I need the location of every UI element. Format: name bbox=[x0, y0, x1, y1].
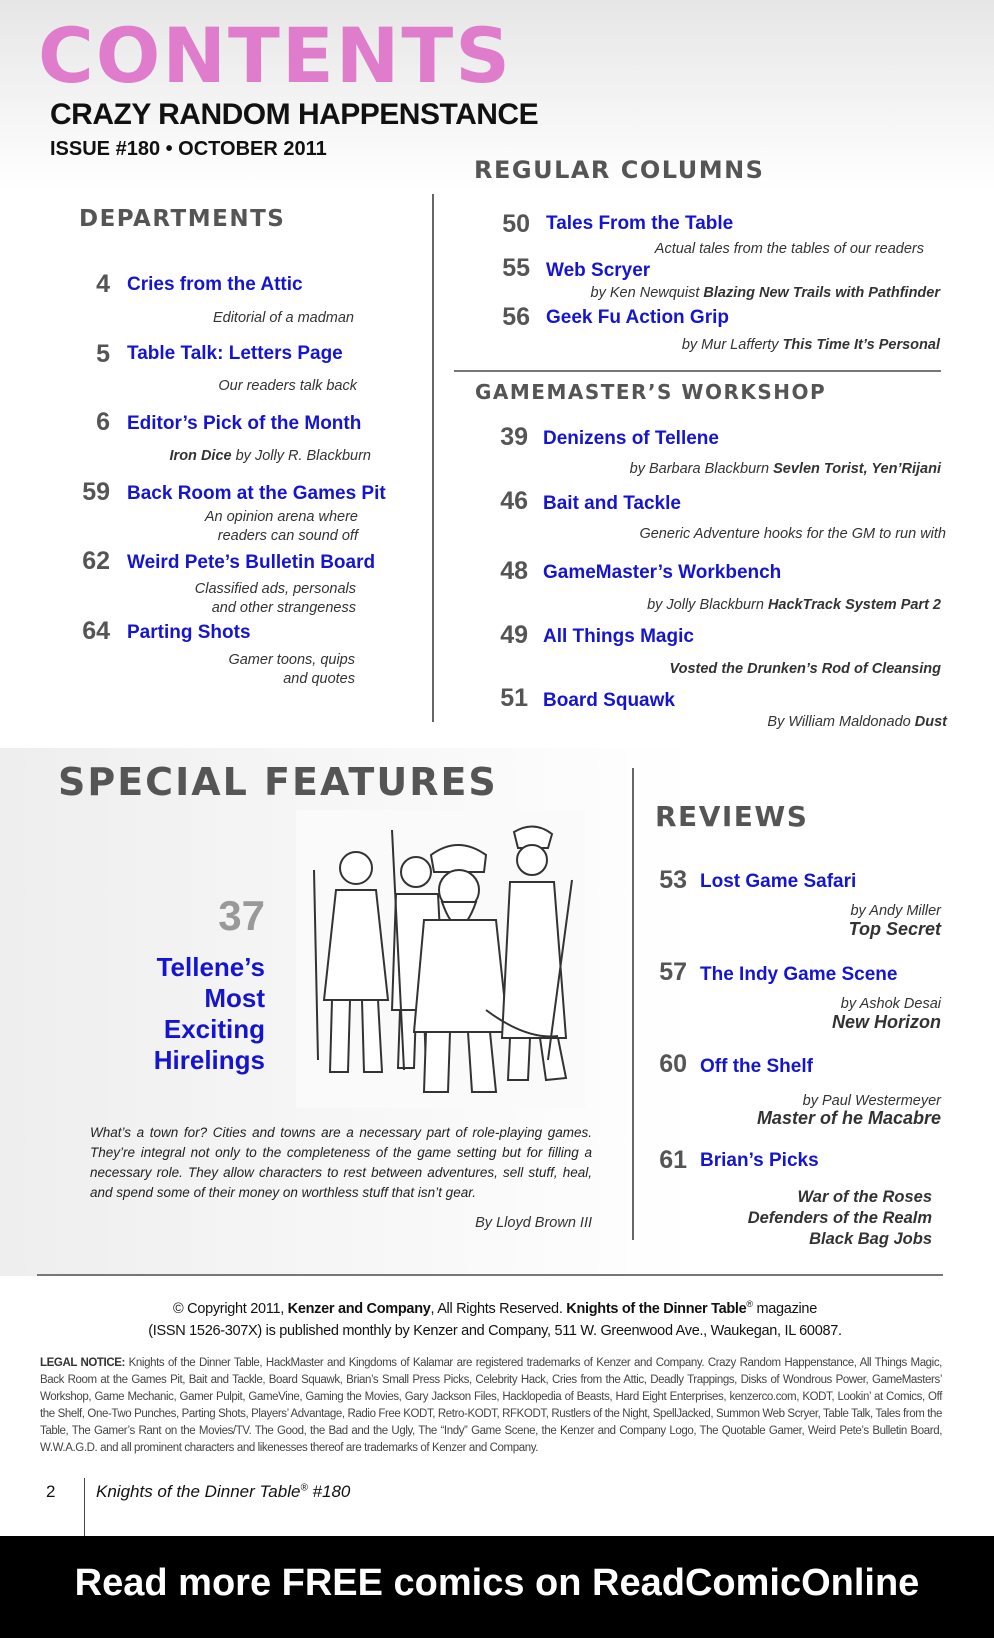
game-line: War of the Roses bbox=[797, 1188, 932, 1206]
departments-heading: DEPARTMENTS bbox=[79, 206, 286, 232]
entry-title[interactable]: Web Scryer bbox=[546, 260, 651, 281]
copyright-text: , All Rights Reserved. bbox=[430, 1300, 567, 1317]
hirelings-illustration-svg bbox=[296, 810, 586, 1108]
entry-desc-rest: by Ken Newquist bbox=[590, 285, 704, 301]
page-title: CONTENTS bbox=[38, 11, 512, 100]
page-number: 50 bbox=[502, 210, 530, 238]
issue-subtitle: CRAZY RANDOM HAPPENSTANCE bbox=[50, 98, 539, 131]
entry-title[interactable]: Weird Pete’s Bulletin Board bbox=[127, 552, 376, 573]
feature-title-line: Most bbox=[204, 983, 265, 1013]
entry-title[interactable]: Denizens of Tellene bbox=[543, 428, 719, 449]
entry-title[interactable]: Parting Shots bbox=[127, 622, 251, 643]
page-number: 6 bbox=[96, 408, 110, 436]
entry-desc: Actual tales from the tables of our readers bbox=[654, 241, 924, 257]
copyright-text: © Copyright 2011, bbox=[173, 1300, 288, 1317]
workshop-heading: GAMEMASTER’S WORKSHOP bbox=[475, 380, 827, 404]
entry-game: Top Secret bbox=[848, 919, 941, 939]
entry-desc-bold: Sevlen Torist, Yen’Rijani bbox=[773, 461, 941, 477]
feature-title-line: Hirelings bbox=[153, 1045, 265, 1075]
entry-title[interactable]: Geek Fu Action Grip bbox=[546, 307, 729, 328]
footer-title-text: Knights of the Dinner Table bbox=[96, 1482, 301, 1501]
feature-body: What’s a town for? Cities and towns are a necessary part of role-playing games. They’re integral not only to the completeness of the game setting but for filling a necessary role. They allow characters to rest between adventures, sell stuff, heal, and spend some of their money on worthless stuff that isn’t gear. bbox=[90, 1125, 592, 1200]
magazine-name: Knights of the Dinner Table bbox=[566, 1300, 747, 1317]
entry-title[interactable]: Brian’s Picks bbox=[700, 1150, 819, 1171]
entry-desc-bold: Vosted the Drunken’s Rod of Cleansing bbox=[669, 661, 941, 677]
page-number: 62 bbox=[82, 547, 110, 575]
entry-desc-line2: readers can sound off bbox=[217, 528, 358, 544]
feature-title[interactable] bbox=[100, 952, 265, 1076]
entry-title[interactable]: GameMaster’s Workbench bbox=[543, 562, 782, 583]
footer-magazine-title bbox=[96, 1482, 350, 1502]
entry-desc bbox=[540, 461, 941, 477]
entry-desc bbox=[540, 285, 940, 301]
feature-byline: By Lloyd Brown III bbox=[475, 1215, 592, 1231]
reviews-heading: REVIEWS bbox=[655, 800, 809, 833]
entry-desc-rest: By William Maldonado bbox=[767, 714, 915, 730]
entry-game: New Horizon bbox=[831, 1012, 941, 1032]
page-number: 51 bbox=[500, 684, 528, 712]
entry-desc bbox=[540, 337, 940, 353]
feature-title-line: Tellene’s bbox=[156, 952, 265, 982]
page-number: 39 bbox=[500, 423, 528, 451]
page-number: 4 bbox=[96, 270, 110, 298]
page-number-footer: 2 bbox=[46, 1482, 56, 1501]
page-number: 49 bbox=[500, 621, 528, 649]
copyright-notice bbox=[60, 1293, 930, 1342]
entry-desc-bold: HackTrack System Part 2 bbox=[767, 597, 941, 613]
entry-desc: Classified ads, personals bbox=[194, 581, 356, 597]
entry-title[interactable]: Lost Game Safari bbox=[700, 871, 857, 892]
entry-desc-bold: This Time It’s Personal bbox=[782, 337, 940, 353]
entry-title[interactable]: Back Room at the Games Pit bbox=[127, 483, 386, 504]
registered-mark: ® bbox=[300, 1482, 308, 1494]
section-divider bbox=[454, 370, 941, 372]
entry-desc bbox=[540, 661, 941, 677]
entry-desc: Generic Adventure hooks for the GM to run with bbox=[639, 526, 946, 542]
entry-desc-bold: Dust bbox=[914, 714, 947, 730]
copyright-line-2: (ISSN 1526-307X) is published monthly by Kenzer and Company, 511 W. Greenwood Ave., Waukegan, IL 60087. bbox=[148, 1322, 842, 1339]
entry-desc-rest: by Barbara Blackburn bbox=[629, 461, 774, 477]
entry-games bbox=[700, 1187, 932, 1250]
entry-desc-bold: Iron Dice bbox=[169, 448, 232, 464]
footer-issue: #180 bbox=[307, 1482, 351, 1501]
page-number: 59 bbox=[82, 478, 110, 506]
column-divider bbox=[632, 768, 634, 1240]
page-number: 60 bbox=[659, 1050, 687, 1078]
issue-date: ISSUE #180 • OCTOBER 2011 bbox=[50, 138, 327, 160]
page-number: 5 bbox=[96, 340, 110, 368]
page-number: 57 bbox=[659, 958, 687, 986]
entry-desc: Editorial of a madman bbox=[212, 310, 354, 326]
copyright-text: magazine bbox=[752, 1300, 817, 1317]
entry-title[interactable]: Cries from the Attic bbox=[127, 274, 303, 295]
entry-byline: by Andy Miller bbox=[850, 903, 941, 919]
page-number: 64 bbox=[82, 617, 110, 645]
entry-title[interactable]: Bait and Tackle bbox=[543, 493, 681, 514]
page-number: 48 bbox=[500, 557, 528, 585]
legal-notice bbox=[40, 1355, 942, 1457]
copyright-line-1 bbox=[60, 1293, 930, 1320]
legal-text: Knights of the Dinner Table, HackMaster and Kingdoms of Kalamar are registered trademarks of Kenzer and Company. Crazy Random Happenstance, All Things Magic, Back Room at the Games Pit, Bait and Tackle, Board Squawk, Brian’s Small Press Picks, Celebrity Hack, Cries from the Attic, Deadly Trappings, Disks of Wondrous Power, GameMasters’ Workshop, Game Mechanic, Gamer Pulpit, GameVine, Gaming the Movies, Gary Jackson Files, Hacklopedia of Beasts, Hard Eight Enterprises, kenzerco.com, KODT, Lookin’ at Comics, Off the Shelf, One-Two Punches, Parting Shots, Players’ Advantage, Radio Free KODT, Retro-KODT, RFKODT, Rustlers of the Night, SpellJacked, Summon Web Scryer, Table Talk, Tales from the Table, The Gamer’s Rant on the Movies/TV. The Good, the Bad and the Ugly, The “Indy” Game Scene, the Kenzer and Company Logo, The Quotable Gamer, Weird Pete’s Bulletin Board, W.W.A.G.D. and all prominent characters and likenesses thereof are trademarks of Kenzer and Company. bbox=[40, 1357, 942, 1454]
entry-title[interactable]: All Things Magic bbox=[543, 626, 694, 647]
entry-desc-line2: and quotes bbox=[283, 671, 355, 687]
feature-page-number: 37 bbox=[218, 892, 265, 939]
entry-desc-line2: and other strangeness bbox=[211, 600, 356, 616]
entry-desc: Gamer toons, quips bbox=[228, 652, 355, 668]
page-number: 53 bbox=[659, 866, 687, 894]
entry-title[interactable]: Table Talk: Letters Page bbox=[127, 343, 343, 364]
registered-mark: ® bbox=[746, 1299, 753, 1309]
feature-title-line: Exciting bbox=[163, 1014, 265, 1044]
page-number: 55 bbox=[502, 254, 530, 282]
section-divider bbox=[37, 1274, 943, 1276]
entry-desc: Our readers talk back bbox=[218, 378, 357, 394]
entry-byline: by Paul Westermeyer bbox=[802, 1093, 941, 1109]
special-features-heading: SPECIAL FEATURES bbox=[58, 760, 498, 804]
entry-byline: by Ashok Desai bbox=[840, 996, 941, 1012]
entry-desc bbox=[540, 597, 941, 613]
entry-title[interactable]: Board Squawk bbox=[543, 690, 675, 711]
entry-title[interactable]: Tales From the Table bbox=[546, 213, 734, 234]
game-line: Black Bag Jobs bbox=[809, 1230, 932, 1248]
entry-desc-rest: by Mur Lafferty bbox=[681, 337, 783, 353]
footer-divider bbox=[84, 1478, 85, 1536]
entry-desc-rest: by Jolly Blackburn bbox=[647, 597, 768, 613]
entry-title[interactable]: Off the Shelf bbox=[700, 1056, 813, 1077]
entry-game: Master of he Macabre bbox=[756, 1108, 941, 1128]
page-number: 46 bbox=[500, 487, 528, 515]
regular-columns-heading: REGULAR COLUMNS bbox=[474, 156, 765, 184]
entry-desc-bold: Blazing New Trails with Pathfinder bbox=[703, 285, 940, 301]
entry-desc: An opinion arena where bbox=[204, 509, 358, 525]
entry-title[interactable]: Editor’s Pick of the Month bbox=[127, 413, 362, 434]
entry-title[interactable]: The Indy Game Scene bbox=[700, 964, 898, 985]
entry-desc bbox=[540, 714, 947, 730]
company-name: Kenzer and Company bbox=[287, 1300, 431, 1317]
page-number: 56 bbox=[502, 303, 530, 331]
game-line: Defenders of the Realm bbox=[747, 1209, 932, 1227]
page-number: 61 bbox=[659, 1146, 687, 1174]
entry-desc bbox=[120, 448, 371, 464]
hirelings-illustration-icon bbox=[296, 810, 586, 1108]
legal-label: LEGAL NOTICE: bbox=[40, 1357, 125, 1369]
entry-desc-rest: by Jolly R. Blackburn bbox=[231, 448, 371, 464]
promo-banner-text[interactable]: Read more FREE comics on ReadComicOnline bbox=[74, 1562, 920, 1604]
column-divider bbox=[432, 194, 434, 722]
